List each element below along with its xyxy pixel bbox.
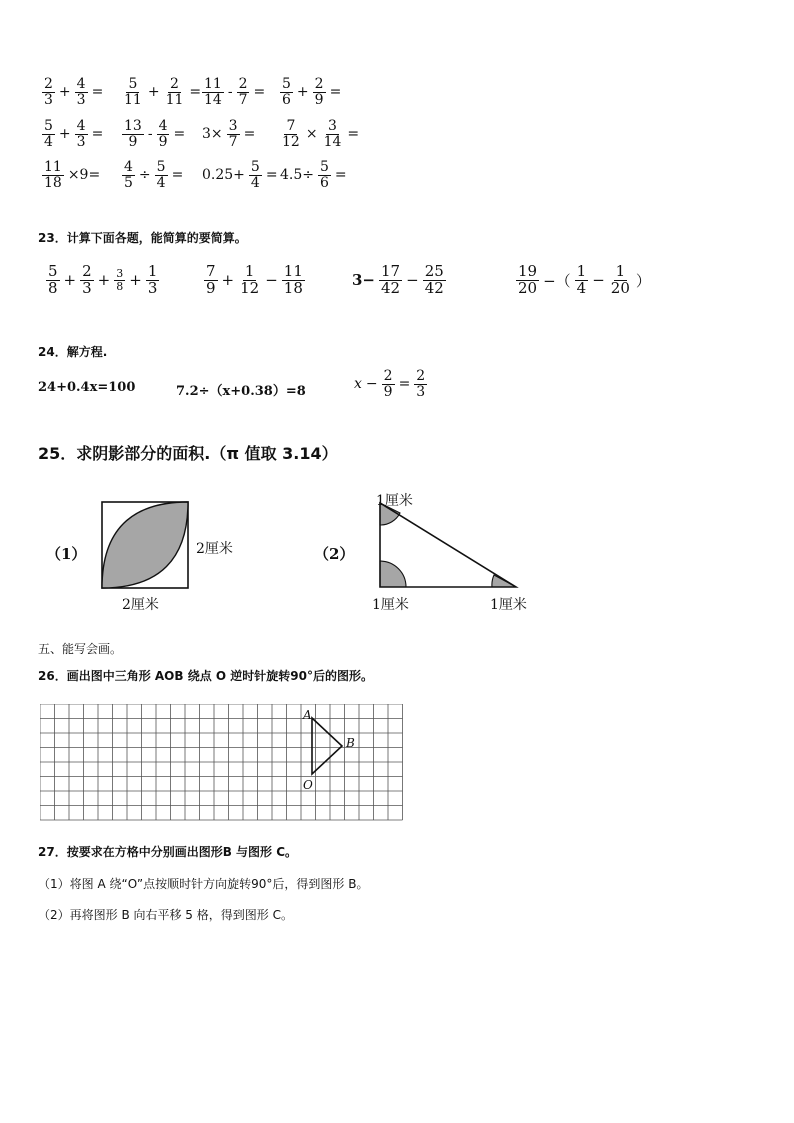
fraction (122, 119, 144, 149)
denominator: 5 (124, 174, 133, 191)
operator: 0.25+ (202, 167, 245, 184)
denominator: 3 (82, 278, 92, 297)
calc-expression (278, 77, 343, 107)
calc-expression (278, 160, 349, 190)
grid-lines (40, 704, 403, 820)
fraction (609, 264, 632, 297)
denominator: 11 (124, 91, 142, 108)
operator: = (171, 167, 184, 184)
q24-equation-3-expr (352, 369, 429, 399)
operator: + (97, 271, 111, 290)
operator: = (398, 376, 411, 393)
operator: + (63, 271, 77, 290)
denominator: 3 (44, 91, 53, 108)
fig1-bottom-label: 2厘米 (122, 597, 159, 613)
fraction (237, 77, 250, 107)
denominator: 9 (206, 278, 216, 297)
operator: + (296, 84, 309, 101)
fig2-right-angle-sector (380, 561, 406, 587)
operator: = (91, 84, 104, 101)
denominator: 9 (314, 91, 324, 108)
fraction (75, 119, 88, 149)
q24-equation-1: 24+0.4x=100 (38, 380, 136, 395)
numerator: 11 (204, 76, 222, 92)
calc-expression (40, 77, 105, 107)
denominator: 3 (416, 383, 426, 400)
numerator: 11 (283, 262, 303, 280)
denominator: 7 (238, 91, 248, 108)
denominator: 9 (128, 133, 138, 150)
operator: + (58, 84, 71, 101)
section-5-title: 五、能写会画。 (38, 642, 123, 656)
fraction (280, 77, 293, 107)
numerator: 3 (116, 267, 124, 281)
fraction (46, 264, 60, 297)
operator: = (334, 167, 347, 184)
denominator: 11 (165, 91, 184, 108)
fraction (280, 119, 302, 149)
fraction (122, 77, 144, 107)
fraction (313, 77, 326, 107)
numerator: 4 (158, 118, 168, 134)
operator: = (189, 84, 202, 101)
operator: − (592, 271, 605, 290)
operator: = (253, 84, 266, 101)
calc-expression (120, 77, 203, 107)
operator: ） (635, 271, 651, 290)
denominator: 20 (610, 278, 630, 297)
fraction (516, 264, 539, 297)
fraction (42, 77, 55, 107)
q27-step-1: （1）将图 A 绕“O”点按顺时针方向旋转90°后，得到图形 B。 (38, 877, 369, 891)
fraction (164, 77, 186, 107)
numerator: 5 (320, 159, 329, 175)
numerator: 1 (576, 262, 587, 280)
calc-expression (120, 119, 187, 149)
operator: − (406, 271, 419, 290)
fraction (322, 119, 344, 149)
operator: = (265, 167, 278, 184)
operator: = (173, 126, 186, 143)
fraction (249, 160, 262, 190)
numerator: 5 (48, 262, 58, 280)
fig1-label: （1） (46, 545, 87, 563)
denominator: 42 (424, 278, 444, 297)
operator: 3− (352, 271, 376, 290)
fraction (414, 369, 427, 399)
denominator: 3 (147, 278, 158, 297)
fraction (122, 160, 135, 190)
calc-expression (200, 77, 267, 107)
fig2-bottom-left-label: 1厘米 (372, 597, 409, 613)
numerator: 17 (381, 262, 401, 280)
denominator: 4 (250, 174, 260, 191)
numerator: 2 (416, 368, 426, 384)
numerator: 13 (124, 118, 142, 134)
fraction (423, 264, 446, 297)
fraction (146, 264, 160, 297)
denominator: 4 (576, 278, 587, 297)
point-o-label: O (303, 778, 313, 792)
calc-expression (200, 160, 280, 190)
numerator: 2 (44, 76, 53, 92)
fraction (155, 160, 168, 190)
denominator: 18 (44, 174, 62, 191)
denominator: 14 (204, 91, 222, 108)
numerator: 2 (383, 368, 393, 384)
triangle-aob (312, 718, 342, 774)
operator: 3× (202, 126, 223, 143)
fraction (575, 264, 589, 297)
q23-title: 23．计算下面各题，能简算的要简算。 (38, 231, 247, 245)
operator: 4.5÷ (280, 167, 314, 184)
numerator: 1 (244, 262, 255, 280)
denominator: 7 (228, 133, 238, 150)
fraction (42, 119, 55, 149)
operator: + (129, 271, 142, 290)
operator: − (265, 271, 278, 290)
denominator: 20 (518, 278, 538, 297)
fraction (204, 264, 218, 297)
fraction (227, 119, 240, 149)
fraction (80, 264, 94, 297)
operator: - (227, 84, 233, 101)
fraction (238, 264, 261, 297)
denominator: 12 (282, 133, 300, 150)
numerator: 1 (615, 262, 626, 280)
operator: ×9= (67, 167, 101, 184)
operator: = (347, 126, 360, 143)
calc-expression (120, 160, 185, 190)
denominator: 12 (240, 278, 260, 297)
denominator: 4 (44, 133, 53, 150)
calc-expression (200, 119, 257, 149)
q25-title: 25．求阴影部分的面积.（π 值取 3.14） (38, 444, 338, 463)
fraction (75, 77, 88, 107)
denominator: 9 (383, 383, 393, 400)
point-b-label: B (346, 736, 355, 750)
denominator: 8 (116, 279, 124, 293)
operator: × (305, 126, 318, 143)
denominator: 6 (282, 91, 291, 108)
fraction (379, 264, 402, 297)
numerator: 25 (424, 262, 444, 280)
fig2-bottom-right-label: 1厘米 (490, 597, 527, 613)
calc-expression (278, 119, 361, 149)
numerator: 1 (147, 262, 158, 280)
numerator: 19 (518, 262, 538, 280)
operator: + (58, 126, 71, 143)
fig2-triangle-figure (370, 495, 530, 595)
calc-expression (40, 119, 105, 149)
fig1-side-label: 2厘米 (196, 541, 233, 557)
denominator: 9 (158, 133, 168, 150)
numerator: 5 (282, 76, 291, 92)
numerator: 11 (44, 159, 62, 175)
denominator: 3 (76, 91, 86, 108)
operator: x (354, 376, 362, 393)
numerator: 5 (128, 76, 138, 92)
q23-expression (202, 264, 307, 297)
q26-title: 26．画出图中三角形 AOB 绕点 O 逆时针旋转90°后的图形。 (38, 669, 373, 683)
q24-equation-2: 7.2÷（x+0.38）=8 (176, 384, 306, 399)
numerator: 2 (170, 76, 179, 92)
operator: - (147, 126, 153, 143)
denominator: 6 (320, 174, 329, 191)
fraction (282, 264, 305, 297)
numerator: 4 (124, 159, 133, 175)
fraction (157, 119, 170, 149)
q23-expression (350, 264, 448, 297)
numerator: 4 (76, 118, 86, 134)
operator: = (91, 126, 104, 143)
q23-expression (44, 264, 161, 297)
numerator: 5 (250, 159, 260, 175)
denominator: 14 (323, 133, 342, 150)
q24-title: 24．解方程. (38, 345, 108, 359)
fraction (202, 77, 224, 107)
denominator: 3 (76, 133, 86, 150)
q26-grid (40, 704, 404, 822)
fig2-top-label: 1厘米 (376, 493, 413, 509)
fraction (42, 160, 64, 190)
numerator: 2 (82, 262, 92, 280)
operator: ÷ (138, 167, 151, 184)
q27-step-2: （2）再将图形 B 向右平移 5 格，得到图形 C。 (38, 908, 293, 922)
fig2-label: （2） (314, 545, 355, 563)
numerator: 3 (228, 118, 238, 134)
denominator: 18 (283, 278, 303, 297)
operator: −（ (543, 271, 571, 290)
numerator: 2 (314, 76, 324, 92)
numerator: 4 (76, 76, 86, 92)
calc-expression (40, 160, 102, 190)
point-a-label: A (303, 708, 312, 722)
fig1-square-figure (96, 498, 212, 594)
denominator: 42 (381, 278, 401, 297)
q27-title: 27．按要求在方格中分别画出图形B 与图形 C。 (38, 845, 298, 859)
denominator: 8 (48, 278, 58, 297)
operator: = (243, 126, 256, 143)
operator: + (147, 84, 160, 101)
numerator: 2 (238, 76, 248, 92)
operator: + (221, 271, 235, 290)
fraction (382, 369, 395, 399)
q23-expression (514, 264, 653, 297)
numerator: 7 (286, 118, 296, 134)
denominator: 4 (156, 174, 166, 191)
fraction (114, 268, 125, 292)
operator: = (329, 84, 342, 101)
fraction (318, 160, 331, 190)
numerator: 5 (44, 118, 53, 134)
operator: − (365, 376, 378, 393)
numerator: 3 (328, 118, 337, 134)
numerator: 7 (206, 262, 216, 280)
numerator: 5 (156, 159, 166, 175)
